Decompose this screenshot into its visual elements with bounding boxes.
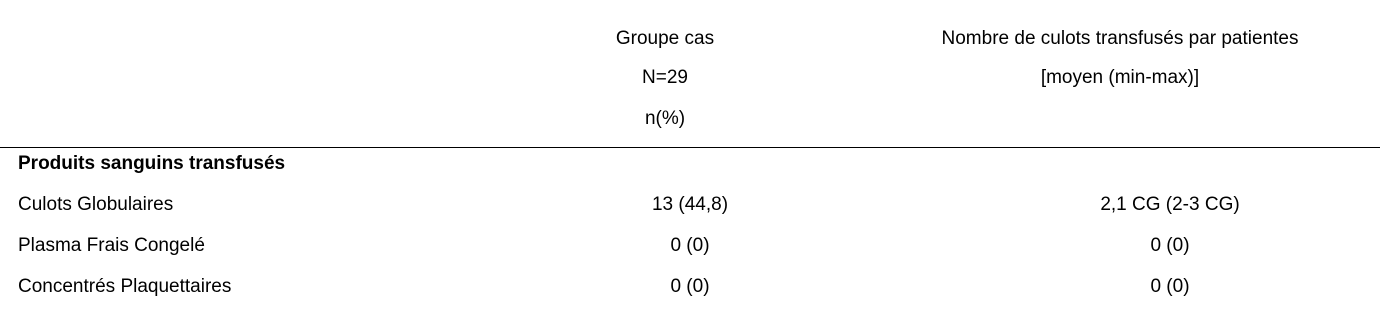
row-value-groupe-cas: 0 (0) (670, 235, 710, 256)
section-title: Produits sanguins transfusés (18, 153, 286, 174)
row-label-plasma-frais-congele: Plasma Frais Congelé (18, 235, 205, 256)
row-label-concentres-plaquettaires: Concentrés Plaquettaires (18, 276, 232, 297)
row-value-groupe-cas: 0 (0) (670, 276, 710, 297)
header-nombre-culots: Nombre de culots transfusés par patientes (941, 28, 1299, 49)
header-n-total: N=29 (642, 67, 688, 88)
row-label-culots-globulaires: Culots Globulaires (18, 194, 174, 215)
row-value-groupe-cas: 13 (44,8) (651, 194, 729, 215)
header-groupe-cas: Groupe cas (615, 28, 715, 49)
header-moyen-min-max: [moyen (min-max)] (1040, 67, 1200, 88)
header-divider (0, 147, 1380, 148)
row-value-nombre-culots: 0 (0) (1150, 276, 1190, 297)
row-value-nombre-culots: 0 (0) (1150, 235, 1190, 256)
row-value-nombre-culots: 2,1 CG (2-3 CG) (1100, 194, 1240, 215)
header-n-percent: n(%) (644, 108, 686, 129)
